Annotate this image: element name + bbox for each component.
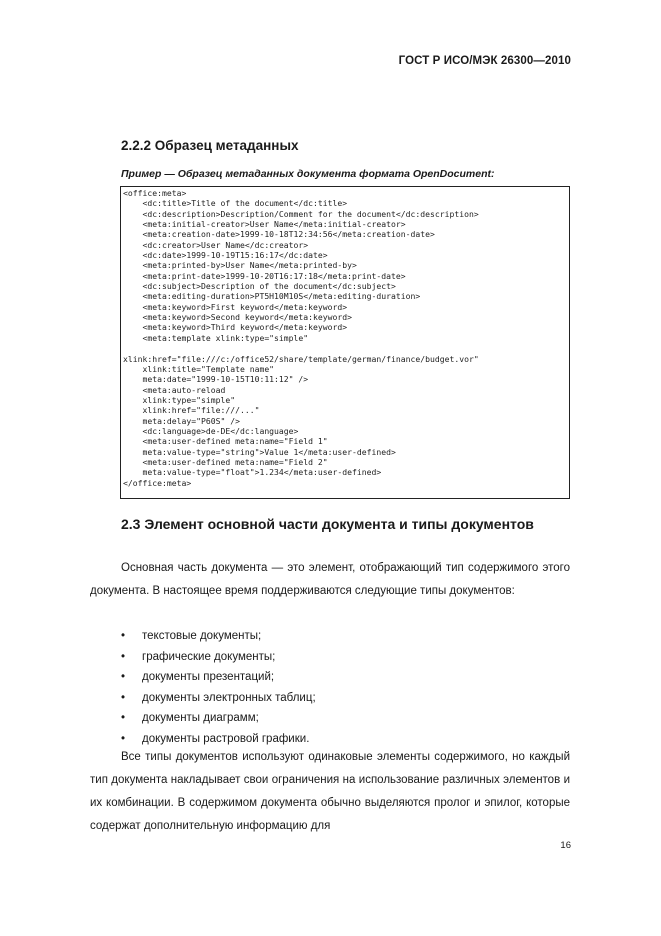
bullet-icon: • bbox=[121, 691, 126, 704]
code-line: xlink:href="file:///..." bbox=[123, 405, 260, 416]
code-line: <meta:printed-by>User Name</meta:printed-by> bbox=[123, 260, 357, 271]
closing-paragraph: Все типы документов используют одинаковые элементы содержимого, но каждый тип документа накладывает свои ограничения на использование различных элементов и их комбинации. В содержимом документа обычно выделяются пролог и эпилог, которые содержат дополнительную информацию для bbox=[90, 751, 570, 832]
list-item bbox=[90, 667, 570, 688]
code-line: <meta:auto-reload bbox=[123, 384, 226, 395]
code-line: <dc:title>Title of the document</dc:title> bbox=[123, 198, 348, 209]
code-line: <meta:template xlink:type="simple" bbox=[123, 332, 309, 343]
code-line: <meta:editing-duration>PT5H10M10S</meta:editing-duration> bbox=[123, 291, 421, 302]
list-item bbox=[90, 647, 570, 668]
page-number: 16 bbox=[560, 840, 571, 851]
code-line: meta:value-type="float">1.234</meta:user-defined> bbox=[123, 467, 382, 478]
list-item bbox=[90, 626, 570, 647]
code-line: xlink:title="Template name" bbox=[123, 363, 275, 374]
intro-paragraph: Основная часть документа — это элемент, отображающий тип содержимого этого документа. В настоящее время поддерживаются следующие типы документов: bbox=[90, 562, 570, 597]
bullet-icon: • bbox=[121, 650, 126, 663]
list-item-text: документы электронных таблиц; bbox=[142, 691, 316, 704]
page-header-standard: ГОСТ Р ИСО/МЭК 26300—2010 bbox=[398, 55, 571, 67]
list-item-text: документы растровой графики. bbox=[142, 732, 310, 745]
list-item-text: документы диаграмм; bbox=[142, 712, 259, 724]
code-line: <dc:date>1999-10-19T15:16:17</dc:date> bbox=[123, 250, 328, 261]
section-title-2-3: 2.3 Элемент основной части документа и типы документов bbox=[121, 516, 534, 532]
code-line: <meta:initial-creator>User Name</meta:initial-creator> bbox=[123, 219, 406, 230]
code-line: <meta:creation-date>1999-10-18T12:34:56</meta:creation-date> bbox=[123, 229, 435, 240]
list-item-text: графические документы; bbox=[142, 650, 276, 663]
code-line: <dc:description>Description/Comment for the document</dc:description> bbox=[123, 208, 479, 219]
code-line: meta:date="1999-10-15T10:11:12" /> bbox=[123, 374, 309, 385]
code-line bbox=[123, 343, 569, 353]
code-line: <meta:user-defined meta:name="Field 1" bbox=[123, 436, 328, 447]
bullet-icon: • bbox=[121, 712, 126, 724]
code-line: <meta:user-defined meta:name="Field 2" bbox=[123, 456, 328, 467]
code-line: <meta:print-date>1999-10-20T16:17:18</meta:print-date> bbox=[123, 270, 406, 281]
code-line: <meta:keyword>Second keyword</meta:keyword> bbox=[123, 312, 353, 323]
list-item-text: документы презентаций; bbox=[142, 671, 275, 683]
example-caption: Пример — Образец метаданных документа формата OpenDocument: bbox=[121, 168, 495, 180]
code-line: <dc:subject>Description of the document</dc:subject> bbox=[123, 281, 396, 292]
list-item bbox=[90, 688, 570, 709]
code-line: xlink:type="simple" bbox=[123, 394, 236, 405]
section-title-2-2-2: 2.2.2 Образец метаданных bbox=[121, 138, 299, 153]
list-item-text: текстовые документы; bbox=[142, 630, 262, 642]
bullet-icon: • bbox=[121, 671, 126, 683]
list-item bbox=[90, 708, 570, 729]
code-line: <meta:keyword>Third keyword</meta:keyword> bbox=[123, 322, 348, 333]
code-line: <meta:keyword>First keyword</meta:keyword> bbox=[123, 301, 348, 312]
code-line: <dc:language>de-DE</dc:language> bbox=[123, 425, 299, 436]
bullet-icon: • bbox=[121, 630, 126, 642]
code-line: meta:delay="P60S" /> bbox=[123, 415, 240, 426]
code-line: <dc:creator>User Name</dc:creator> bbox=[123, 239, 309, 250]
code-line: </office:meta> bbox=[123, 477, 192, 488]
code-line: xlink:href="file:///c:/office52/share/template/german/finance/budget.vor" bbox=[123, 353, 479, 364]
code-line: meta:value-type="string">Value 1</meta:user-defined> bbox=[123, 446, 396, 457]
bullet-icon: • bbox=[121, 732, 126, 745]
document-types-list bbox=[90, 626, 570, 749]
code-listing bbox=[120, 186, 570, 499]
code-line: <office:meta> bbox=[123, 188, 187, 198]
